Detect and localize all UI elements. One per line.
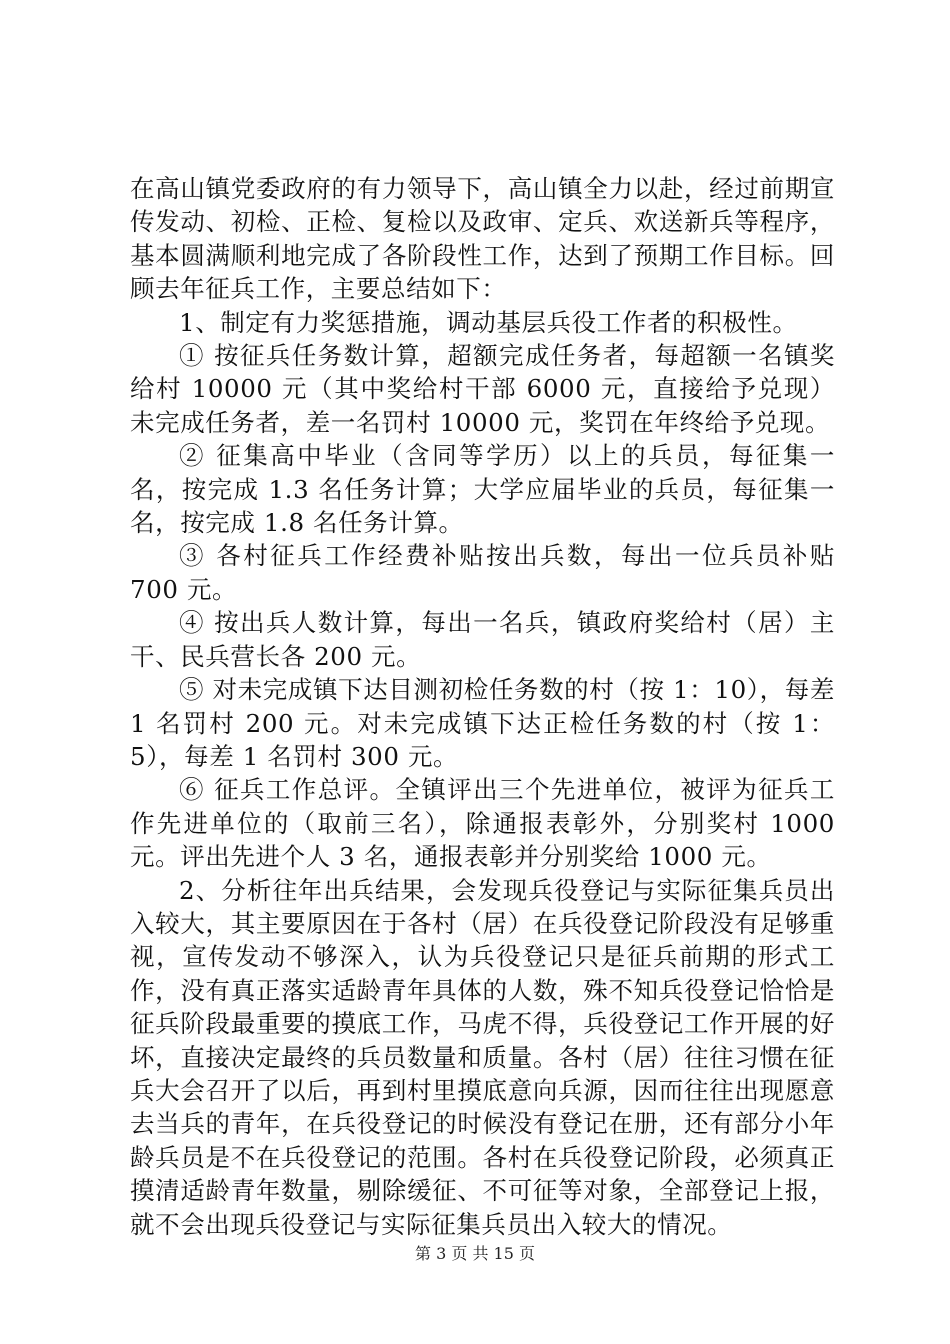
document-body	[130, 172, 835, 1241]
page-number-footer: 第 3 页 共 15 页	[415, 1244, 535, 1263]
paragraph-item-3: ③ 各村征兵工作经费补贴按出兵数，每出一位兵员补贴 700 元。	[130, 541, 835, 604]
paragraph-section-2: 2、分析往年出兵结果，会发现兵役登记与实际征集兵员出入较大，其主要原因在于各村（居）在兵役登记阶段没有足够重视，宣传发动不够深入，认为兵役登记只是征兵前期的形式工作，没有真正落实适龄青年具体的人数，殊不知兵役登记恰恰是征兵阶段最重要的摸底工作，马虎不得，兵役登记工作开展的好坏，直接决定最终的兵员数量和质量。各村（居）往往习惯在征兵大会召开了以后，再到村里摸底意向兵源，因而往往出现愿意去当兵的青年，在兵役登记的时候没有登记在册，还有部分小年龄兵员是不在兵役登记的范围。各村在兵役登记阶段，必须真正摸清适龄青年数量，剔除缓征、不可征等对象，全部登记上报，就不会出现兵役登记与实际征集兵员出入较大的情况。	[130, 875, 835, 1239]
paragraph-intro: 在高山镇党委政府的有力领导下，高山镇全力以赴，经过前期宣传发动、初检、正检、复检以及政审、定兵、欢送新兵等程序，基本圆满顺利地完成了各阶段性工作，达到了预期工作目标。回顾去年征兵工作，主要总结如下：	[130, 174, 835, 304]
paragraph-item-2: ② 征集高中毕业（含同等学历）以上的兵员，每征集一名，按完成 1.3 名任务计算；大学应届毕业的兵员，每征集一名，按完成 1.8 名任务计算。	[130, 441, 835, 538]
paragraph-item-6: ⑥ 征兵工作总评。全镇评出三个先进单位，被评为征兵工作先进单位的（取前三名），除通报表彰外，分别奖村 1000 元。评出先进个人 3 名，通报表彰并分别奖给 1000 元。	[130, 775, 835, 872]
paragraph-item-4: ④ 按出兵人数计算，每出一名兵，镇政府奖给村（居）主干、民兵营长各 200 元。	[130, 608, 835, 671]
paragraph-section-1-heading: 1、制定有力奖惩措施，调动基层兵役工作者的积极性。	[179, 307, 798, 337]
paragraph-item-5: ⑤ 对未完成镇下达目测初检任务数的村（按 1：10），每差 1 名罚村 200 元。对未完成镇下达正检任务数的村（按 1：5），每差 1 名罚村 300 元。	[130, 675, 835, 771]
paragraph-item-1: ① 按征兵任务数计算，超额完成任务者，每超额一名镇奖给村 10000 元（其中奖给村干部 6000 元，直接给予兑现）未完成任务者，差一名罚村 10000 元，奖罚在年终给予兑现。	[130, 341, 835, 437]
